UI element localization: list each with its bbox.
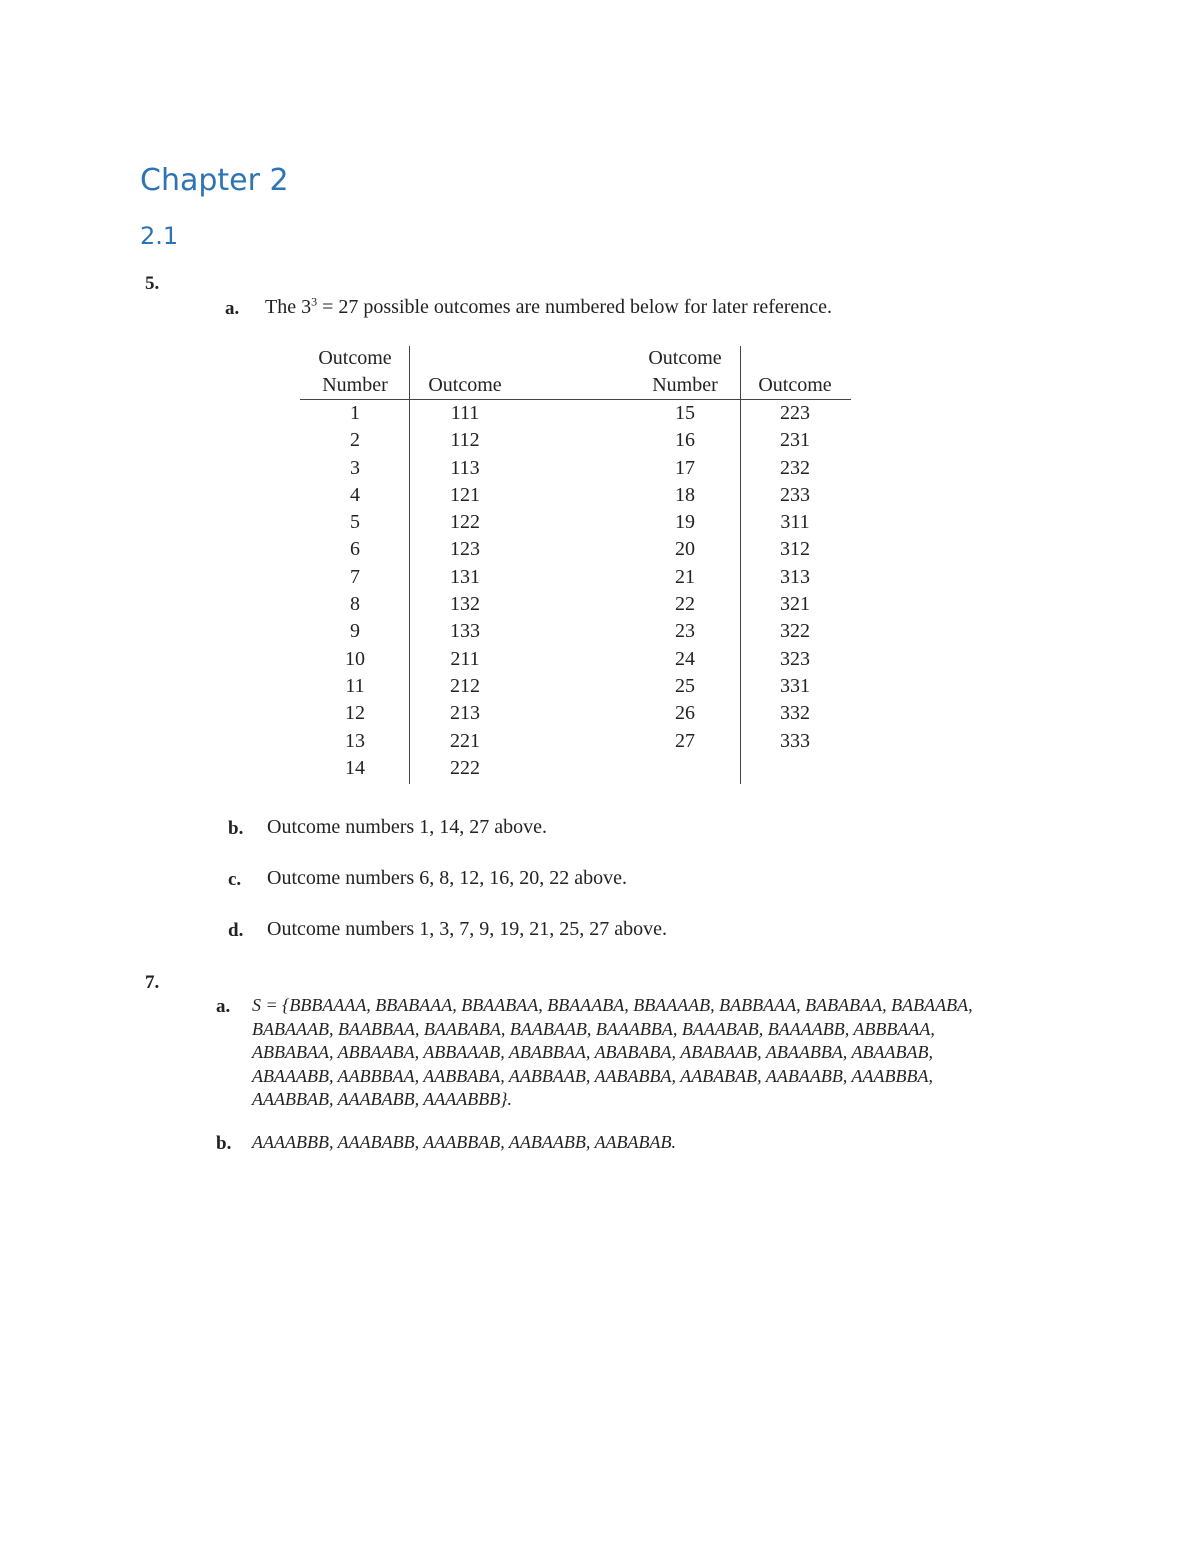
problem-5a-letter: a. bbox=[225, 298, 240, 319]
table-cell: 232 bbox=[780, 456, 810, 479]
header-line2: Number bbox=[652, 374, 718, 396]
table-cell: 132 bbox=[450, 593, 480, 616]
header-outcome-number-right bbox=[630, 345, 740, 399]
table-cell: 322 bbox=[780, 620, 810, 643]
table-cell: 212 bbox=[450, 674, 480, 697]
left-number-column bbox=[300, 400, 410, 782]
right-number-column bbox=[630, 400, 740, 755]
table-cell: 321 bbox=[780, 593, 810, 616]
problem-5d-letter: d. bbox=[228, 920, 244, 941]
problem-5c-letter: c. bbox=[228, 869, 242, 890]
table-cell: 13 bbox=[345, 729, 365, 752]
table-cell: 26 bbox=[675, 702, 695, 725]
sample-space-line: ABBABAA, ABBAABA, ABBAAAB, ABABBAA, ABABABA, ABABAAB, ABAABBA, ABAABAB, bbox=[252, 1042, 933, 1062]
exponent: 3 bbox=[311, 294, 318, 309]
table-cell: 25 bbox=[675, 674, 695, 697]
chapter-title: Chapter 2 bbox=[140, 163, 289, 198]
problem-5b-letter: b. bbox=[228, 818, 244, 839]
left-outcome-column bbox=[410, 400, 520, 782]
table-cell: 14 bbox=[345, 756, 365, 779]
section-title: 2.1 bbox=[140, 222, 179, 250]
table-cell: 333 bbox=[780, 729, 810, 752]
outcomes-table bbox=[300, 342, 852, 784]
table-cell: 231 bbox=[780, 429, 810, 452]
problem-7-number: 7. bbox=[145, 972, 160, 993]
table-cell: 211 bbox=[450, 647, 480, 670]
table-cell: 11 bbox=[345, 674, 365, 697]
table-cell: 17 bbox=[675, 456, 695, 479]
table-cell: 24 bbox=[675, 647, 695, 670]
table-cell: 15 bbox=[675, 402, 695, 424]
table-cell: 6 bbox=[350, 538, 360, 561]
header-line1: Outcome bbox=[648, 347, 722, 369]
table-cell: 131 bbox=[450, 565, 480, 588]
header-outcome-left: Outcome bbox=[428, 374, 502, 396]
table-cell: 313 bbox=[780, 565, 810, 588]
table-cell: 112 bbox=[450, 429, 480, 452]
table-cell: 27 bbox=[675, 729, 695, 752]
table-cell: 133 bbox=[450, 620, 480, 643]
table-cell: 9 bbox=[350, 620, 360, 643]
table-cell: 2 bbox=[350, 429, 360, 452]
table-cell: 233 bbox=[780, 483, 810, 506]
sample-space-set bbox=[252, 994, 973, 1112]
table-cell: 18 bbox=[675, 483, 695, 506]
problem-5-number: 5. bbox=[145, 273, 160, 294]
problem-7a-letter: a. bbox=[216, 996, 231, 1017]
table-cell: 332 bbox=[780, 702, 810, 725]
table-cell: 8 bbox=[350, 593, 360, 616]
table-cell: 312 bbox=[780, 538, 810, 561]
table-cell: 331 bbox=[780, 674, 810, 697]
table-cell: 111 bbox=[450, 402, 480, 424]
header-outcome-number-left bbox=[300, 345, 410, 399]
right-outcome-column bbox=[740, 400, 850, 755]
header-line2: Number bbox=[322, 374, 388, 396]
table-cell: 21 bbox=[675, 565, 695, 588]
problem-7b-text: AAAABBB, AAABABB, AAABBAB, AABAABB, AABABAB. bbox=[252, 1132, 677, 1152]
table-cell: 323 bbox=[780, 647, 810, 670]
table-cell: 4 bbox=[350, 483, 360, 506]
problem-5c-text: Outcome numbers 6, 8, 12, 16, 20, 22 above. bbox=[267, 867, 627, 889]
problem-5d-text: Outcome numbers 1, 3, 7, 9, 19, 21, 25, 27 above. bbox=[267, 918, 667, 940]
table-cell: 213 bbox=[450, 702, 480, 725]
problem-5a-text-pre: The 3 bbox=[265, 296, 312, 318]
table-cell: 311 bbox=[780, 511, 810, 534]
header-line1: Outcome bbox=[318, 347, 392, 369]
table-cell: 10 bbox=[345, 647, 365, 670]
sample-space-line: BABAAAB, BAABBAA, BAABABA, BAABAAB, BAAABBA, BAAABAB, BAAAABB, ABBBAAA, bbox=[252, 1018, 935, 1039]
sample-space-line: S = {BBBAAAA, BBABAAA, BBAABAA, BBAAABA, BBAAAAB, BABBAAA, BABABAA, BABAABA, bbox=[252, 995, 973, 1015]
table-cell: 20 bbox=[675, 538, 695, 561]
table-cell: 113 bbox=[450, 456, 480, 479]
table-cell: 1 bbox=[350, 402, 360, 424]
table-cell: 19 bbox=[675, 511, 695, 534]
table-cell: 222 bbox=[450, 756, 480, 779]
table-cell: 7 bbox=[350, 565, 360, 588]
table-cell: 16 bbox=[675, 429, 695, 452]
sample-space-line: AAABBAB, AAABABB, AAAABBB}. bbox=[252, 1089, 512, 1109]
table-cell: 122 bbox=[450, 511, 480, 534]
table-cell: 12 bbox=[345, 702, 365, 725]
table-cell: 5 bbox=[350, 511, 360, 534]
table-cell: 121 bbox=[450, 483, 480, 506]
table-cell: 221 bbox=[450, 729, 480, 752]
sample-space-line: ABAAABB, AABBBAA, AABBABA, AABBAAB, AABABBA, AABABAB, AABAABB, AAABBBA, bbox=[252, 1065, 933, 1086]
problem-7b-letter: b. bbox=[216, 1133, 232, 1154]
problem-5b-text: Outcome numbers 1, 14, 27 above. bbox=[267, 816, 547, 838]
problem-5a-text-post: = 27 possible outcomes are numbered below for later reference. bbox=[317, 296, 833, 318]
table-cell: 123 bbox=[450, 538, 480, 561]
table-cell: 3 bbox=[350, 456, 360, 479]
table-cell: 22 bbox=[675, 593, 695, 616]
header-outcome-right: Outcome bbox=[758, 374, 832, 396]
problem-5a-text bbox=[265, 296, 832, 319]
table-cell: 223 bbox=[780, 402, 810, 424]
table-cell: 23 bbox=[675, 620, 695, 643]
